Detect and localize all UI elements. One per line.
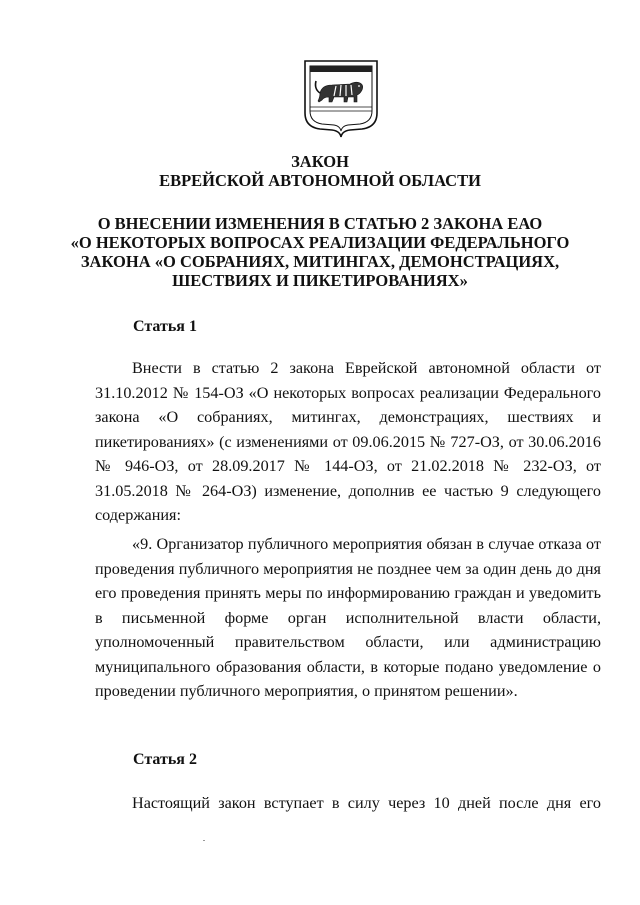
scan-mark [203,840,205,841]
article-1-paragraph-2: «9. Организатор публичного мероприятия обязан в случае отказа от проведения публичного мероприятия не позднее чем за один день до дня его проведения принять меры по информированию граждан и уведомить в письменной форме орган исполнительной власти области, уполномоченный правительством области, или администрацию муниципального образования области, в которые подано уведомление о проведении публичного мероприятия, о принятом решении». [95,535,601,700]
article-1-heading: Статья 1 [133,318,197,335]
law-subtitle-line-3: ЗАКОНА «О СОБРАНИЯХ, МИТИНГАХ, ДЕМОНСТРАЦИЯХ, [80,252,560,271]
article-2-heading: Статья 2 [133,751,197,768]
tiger-emblem-icon [302,55,380,139]
law-title-region: ЕВРЕЙСКОЙ АВТОНОМНОЙ ОБЛАСТИ [159,171,481,190]
law-title-line: ЗАКОН [291,152,349,171]
law-title [0,152,640,190]
law-subtitle-line-1: О ВНЕСЕНИИ ИЗМЕНЕНИЯ В СТАТЬЮ 2 ЗАКОНА ЕАО [97,214,543,233]
law-subtitle-line-2: «О НЕКОТОРЫХ ВОПРОСАХ РЕАЛИЗАЦИИ ФЕДЕРАЛЬНОГО [70,233,570,252]
law-subtitle-line-4: ШЕСТВИЯХ И ПИКЕТИРОВАНИЯХ» [172,271,468,290]
article-1-paragraph-1: Внести в статью 2 закона Еврейской автономной области от 31.10.2012 № 154-ОЗ «О некоторых вопросах реализации Федерального закона «О собраниях, митингах, демонстрациях, шествиях и пикетированиях» (с изменениями от 09.06.2015 № 727-ОЗ, от 30.06.2016 № 946-ОЗ, от 28.09.2017 № 144-ОЗ, от 21.02.2018 № 232-ОЗ, от 31.05.2018 № 264-ОЗ) изменение, дополнив ее частью 9 следующего содержания: [95,359,601,524]
article-2-paragraph-1: Настоящий закон вступает в силу через 10 дней после дня его [132,794,601,812]
law-subtitle [0,214,640,290]
